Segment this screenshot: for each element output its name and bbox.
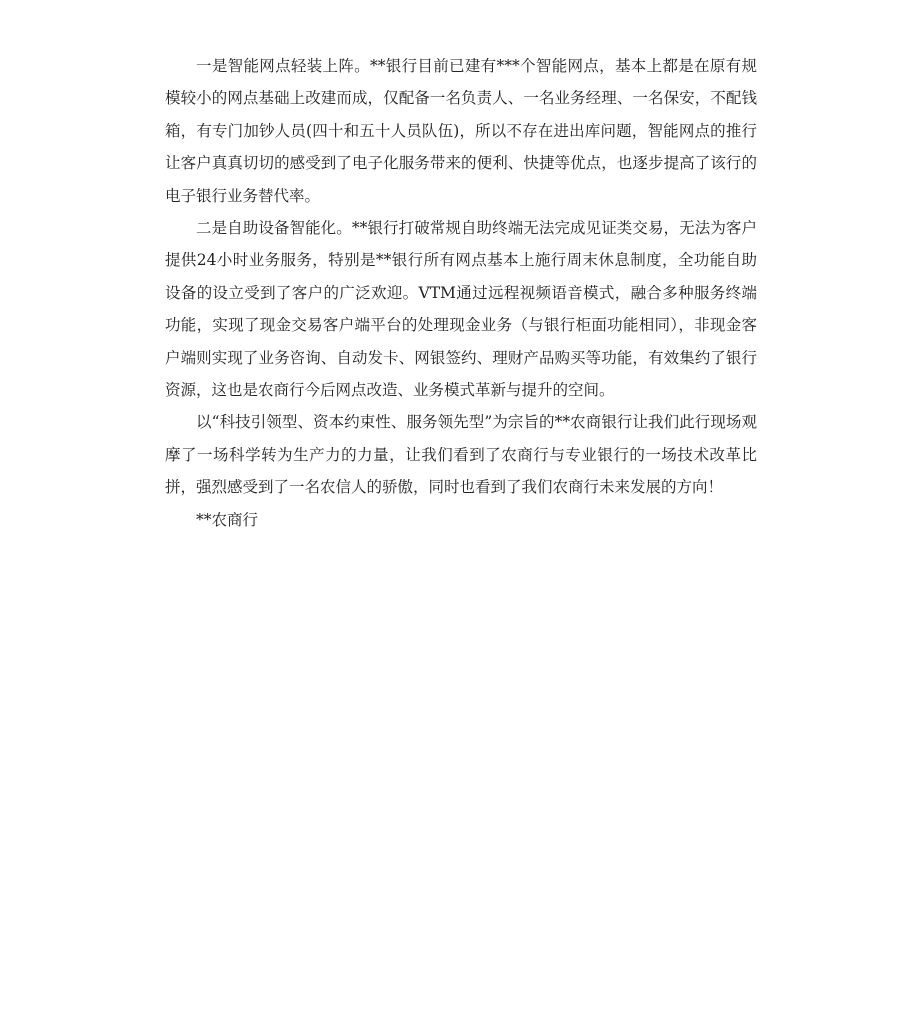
paragraph-self-service-devices: 二是自助设备智能化。**银行打破常规自助终端无法完成见证类交易，无法为客户提供24小时业务服务，特别是**银行所有网点基本上施行周末休息制度，全功能自助设备的设立受到了客户的广泛欢迎。VTM通过远程视频语音模式，融合多种服务终端功能，实现了现金交易客户端平台的处理现金业务（与银行柜面功能相同），非现金客户端则实现了业务咨询、自动发卡、网银签约、理财产品购买等功能，有效集约了银行资源，这也是农商行今后网点改造、业务模式革新与提升的空间。 (165, 219, 757, 400)
signature: **农商行 (196, 510, 259, 529)
paragraph-conclusion: 以“科技引领型、资本约束性、服务领先型”为宗旨的**农商银行让我们此行现场观摩了一场科学转为生产力的力量，让我们看到了农商行与专业银行的一场技术改革比拼，强烈感受到了一名农信人的骄傲，同时也看到了我们农商行未来发展的方向！ (165, 413, 757, 497)
paragraph-smart-branches: 一是智能网点轻装上阵。**银行目前已建有***个智能网点，基本上都是在原有规模较小的网点基础上改建而成，仅配备一名负责人、一名业务经理、一名保安，不配钱箱，有专门加钞人员(四十和五十人员队伍)，所以不存在进出库问题，智能网点的推行让客户真真切切的感受到了电子化服务带来的便利、快捷等优点，也逐步提高了该行的电子银行业务替代率。 (165, 57, 757, 205)
document-body (165, 50, 757, 536)
